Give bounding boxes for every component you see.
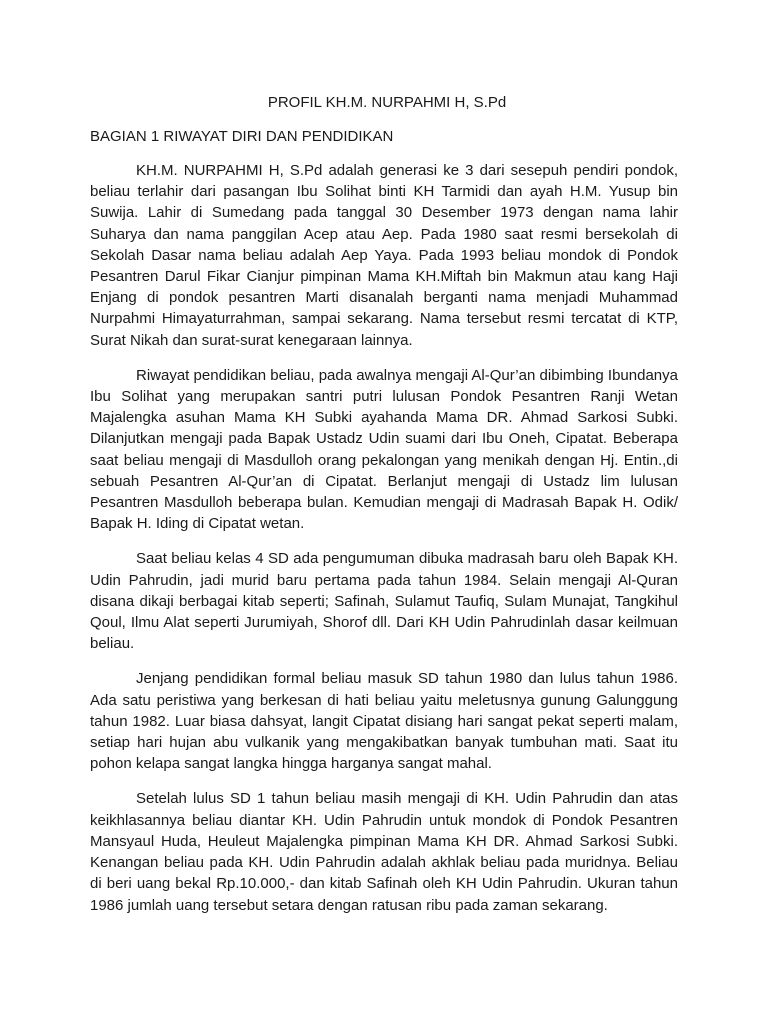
- paragraph: Jenjang pendidikan formal beliau masuk SD tahun 1980 dan lulus tahun 1986. Ada satu peristiwa yang berkesan di hati beliau yaitu meletusnya gunung Galunggung tahun 1982. Luar biasa dahsyat, langit Cipatat disiang hari sangat pekat seperti malam, setiap hari hujan abu vulkanik yang mengakibatkan banyak tumbuhan mati. Saat itu pohon kelapa sangat langka hingga harganya sangat mahal.: [90, 670, 678, 773]
- section-heading: BAGIAN 1 RIWAYAT DIRI DAN PENDIDIKAN: [90, 128, 394, 145]
- paragraph: Setelah lulus SD 1 tahun beliau masih mengaji di KH. Udin Pahrudin dan atas keikhlasannya beliau diantar KH. Udin Pahrudin untuk mondok di Pondok Pesantren Mansyaul Huda, Heuleut Majalengka pimpinan Mama KH DR. Ahmad Sarkosi Subki. Kenangan beliau pada KH. Udin Pahrudin adalah akhlak beliau pada muridnya. Beliau di beri uang bekal Rp.10.000,- dan kitab Safinah oleh KH Udin Pahrudin. Ukuran tahun 1986 jumlah uang tersebut setara dengan ratusan ribu pada zaman sekarang.: [90, 790, 678, 914]
- paragraph: KH.M. NURPAHMI H, S.Pd adalah generasi ke 3 dari sesepuh pendiri pondok, beliau terlahir dari pasangan Ibu Solihat binti KH Tarmidi dan ayah H.M. Yusup bin Suwija. Lahir di Sumedang pada tanggal 30 Desember 1973 dengan nama lahir Suharya dan nama panggilan Acep atau Aep. Pada 1980 saat resmi bersekolah di Sekolah Dasar nama beliau adalah Aep Yaya. Pada 1993 beliau mondok di Pondok Pesantren Darul Fikar Cianjur pimpinan Mama KH.Miftah bin Makmun atau kang Haji Enjang di pondok pesantren Marti disanalah berganti nama menjadi Muhammad Nurpahmi Himayaturrahman, sampai sekarang. Nama tersebut resmi tercatat di KTP, Surat Nikah dan surat-surat kenegaraan lainnya.: [90, 162, 678, 349]
- document-body: [90, 160, 678, 930]
- paragraph: Riwayat pendidikan beliau, pada awalnya mengaji Al-Qur’an dibimbing Ibundanya Ibu Solihat yang merupakan santri putri lulusan Pondok Pesantren Ranji Wetan Majalengka asuhan Mama KH Subki ayahanda Mama DR. Ahmad Sarkosi Subki. Dilanjutkan mengaji pada Bapak Ustadz Udin suami dari Ibu Oneh, Cipatat. Beberapa saat beliau mengaji di Masdulloh orang pekalongan yang menikah dengan Hj. Entin.,di sebuah Pesantren Al-Qur’an di Cipatat. Berlanjut mengaji di Ustadz lim lulusan Pesantren Masdulloh beberapa bulan. Kemudian mengaji di Madrasah Bapak H. Odik/ Bapak H. Iding di Cipatat wetan.: [90, 366, 678, 533]
- document-title: PROFIL KH.M. NURPAHMI H, S.Pd: [267, 94, 507, 111]
- paragraph: Saat beliau kelas 4 SD ada pengumuman dibuka madrasah baru oleh Bapak KH. Udin Pahrudin, jadi murid baru pertama pada tahun 1984. Selain mengaji Al-Quran disana dikaji berbagai kitab seperti; Safinah, Sulamut Taufiq, Sulam Munajat, Tangkihul Qoul, Ilmu Alat seperti Jurumiyah, Shorof dll. Dari KH Udin Pahrudinlah dasar keilmuan beliau.: [90, 550, 678, 653]
